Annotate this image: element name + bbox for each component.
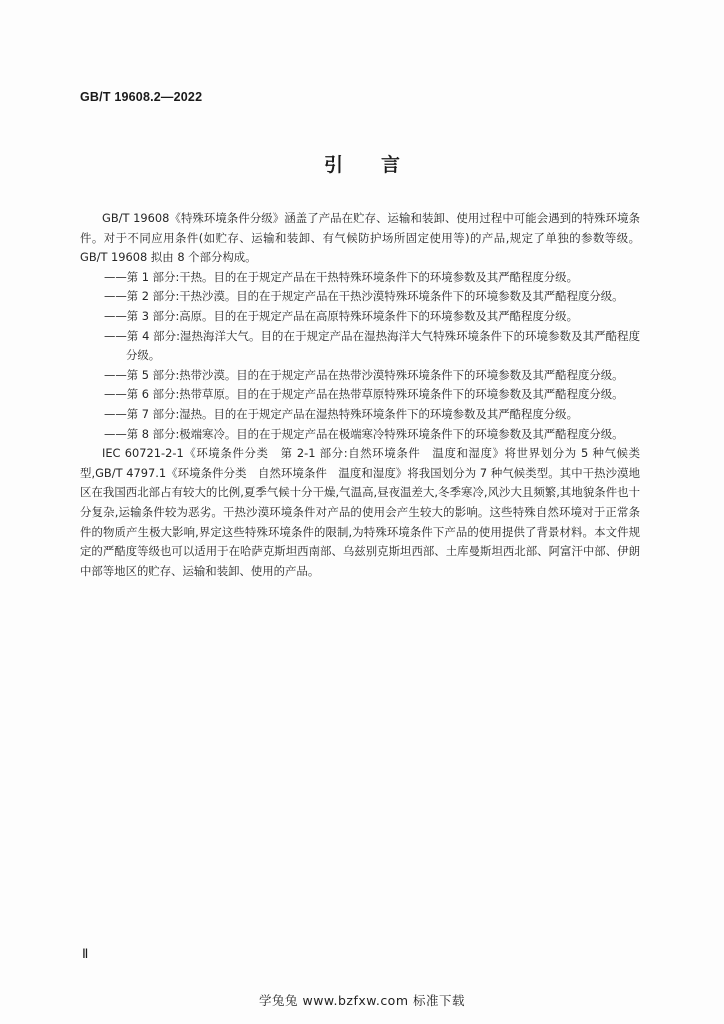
body-text bbox=[80, 209, 640, 581]
part-list-item: ——第 7 部分:湿热。目的在于规定产品在湿热特殊环境条件下的环境参数及其严酷程度分级。 bbox=[104, 406, 578, 421]
part-list-item: ——第 6 部分:热带草原。目的在于规定产品在热带草原特殊环境条件下的环境参数及其严酷程度分级。 bbox=[104, 387, 624, 402]
section-title: 引言 bbox=[323, 154, 438, 176]
part-list-item: ——第 8 部分:极端寒冷。目的在于规定产品在极端寒冷特殊环境条件下的环境参数及其严酷程度分级。 bbox=[104, 426, 624, 441]
part-list-item: ——第 3 部分:高原。目的在于规定产品在高原特殊环境条件下的环境参数及其严酷程度分级。 bbox=[104, 308, 578, 323]
closing-paragraph: IEC 60721-2-1《环境条件分类 第 2-1 部分:自然环境条件 温度和湿度》将世界划分为 5 种气候类型,GB/T 4797.1《环境条件分类 自然环境条件 温度和湿度》将我国划分为 7 种气候类型。其中干热沙漠地区在我国西北部占有较大的比例,夏季气候十分干燥,气温高,昼夜温差大,冬季寒冷,风沙大且频繁,其地貌条件也十分复杂,运输条件较为恶劣。干热沙漠环境条件对产品的使用会产生较大的影响。这些特殊自然环境对于正常条件的物质产生极大影响,界定这些特殊环境条件的限制,为特殊环境条件下产品的使用提供了背景材料。本文件规定的严酷度等级也可以适用于在哈萨克斯坦西南部、乌兹别克斯坦西部、土库曼斯坦西北部、阿富汗中部、伊朗中部等地区的贮存、运输和装卸、使用的产品。 bbox=[80, 446, 640, 578]
standard-number: GB/T 19608.2—2022 bbox=[80, 90, 203, 104]
part-list-item: ——第 2 部分:干热沙漠。目的在于规定产品在干热沙漠特殊环境条件下的环境参数及其严酷程度分级。 bbox=[104, 289, 624, 304]
intro-paragraph: GB/T 19608《特殊环境条件分级》涵盖了产品在贮存、运输和装卸、使用过程中可能会遇到的特殊环境条件。对于不同应用条件(如贮存、运输和装卸、有气候防护场所固定使用等)的产品,规定了单独的参数等级。GB/T 19608 拟由 8 个部分构成。 bbox=[80, 211, 640, 265]
watermark-text: 学兔兔 www.bzfxw.com 标准下载 bbox=[259, 993, 465, 1008]
page-number: Ⅱ bbox=[82, 946, 89, 961]
part-list-item: ——第 4 部分:湿热海洋大气。目的在于规定产品在湿热海洋大气特殊环境条件下的环境参数及其严酷程度分级。 bbox=[104, 328, 640, 363]
part-list-item: ——第 5 部分:热带沙漠。目的在于规定产品在热带沙漠特殊环境条件下的环境参数及其严酷程度分级。 bbox=[104, 367, 624, 382]
part-list-item: ——第 1 部分:干热。目的在于规定产品在干热特殊环境条件下的环境参数及其严酷程度分级。 bbox=[104, 269, 578, 284]
